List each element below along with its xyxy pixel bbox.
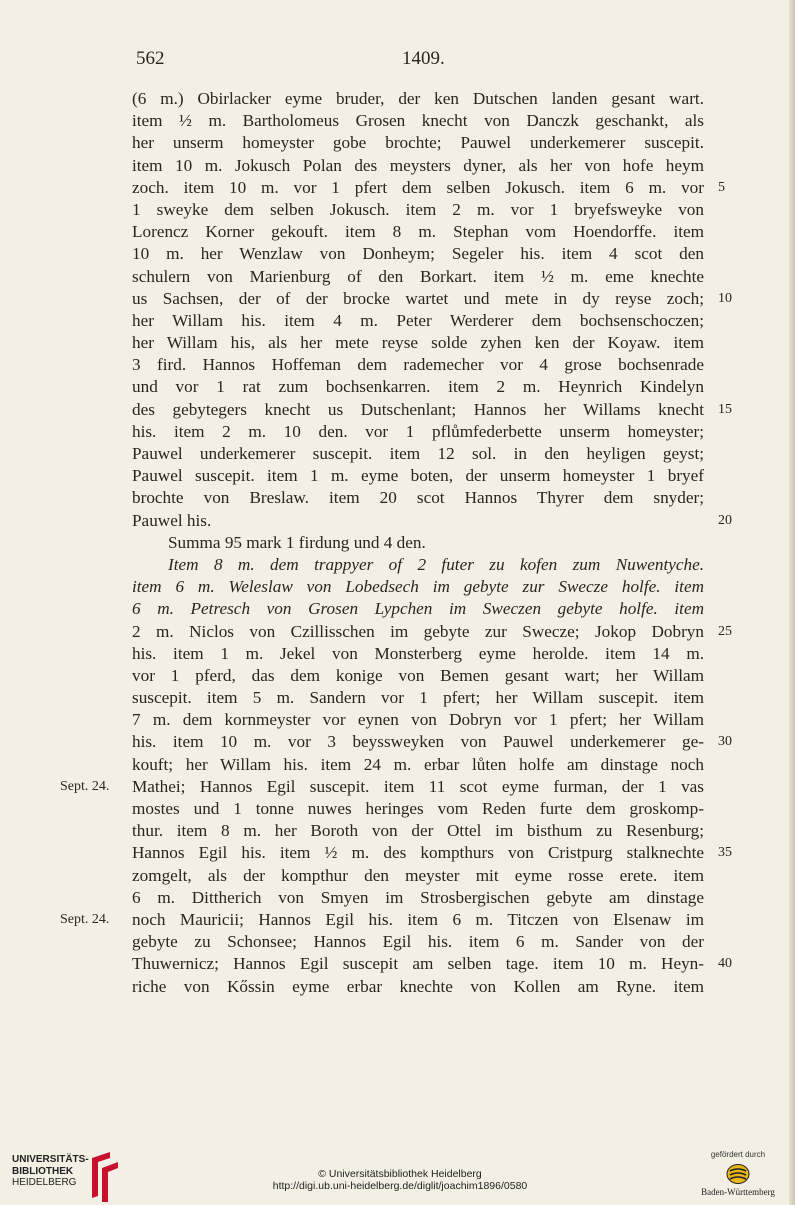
page-number: 562 bbox=[136, 48, 165, 69]
library-name-line: BIBLIOTHEK bbox=[12, 1165, 74, 1177]
copyright-text: © Universitätsbibliothek Heidelberg bbox=[318, 1168, 482, 1180]
summa-line: Summa 95 mark 1 firdung und 4 den. bbox=[168, 532, 426, 552]
text-line: (6 m.) Obirlacker eyme bruder, der ken Dutschen landen gesant wart. bbox=[132, 89, 704, 108]
text-line: Pauwel suscepit. item 1 m. eyme boten, der unserm homeyster 1 bryef bbox=[132, 466, 704, 486]
text-line: 6 m. Petresch von Grosen Lypchen im Sweczen gebyte holfe. item bbox=[132, 599, 704, 619]
line-number: 10 bbox=[718, 290, 732, 306]
text-line: suscepit. item 5 m. Sandern vor 1 pfert; her Willam suscepit. item bbox=[132, 688, 704, 708]
text-line: vor 1 pferd, das dem konige von Bemen gesant wart; her Willam bbox=[132, 665, 704, 685]
text-line bbox=[132, 399, 732, 421]
text-line: her unserm homeyster gobe brochte; Pauwel underkemerer suscepit. bbox=[132, 133, 704, 153]
footer bbox=[0, 1140, 795, 1205]
text-line: 6 m. Dittherich von Smyen im Strosbergischen gebyte am dinstage bbox=[132, 887, 704, 907]
text-line-content: Thuwernicz; Hannos Egil suscepit am selben tage. item 10 m. Heyn- bbox=[132, 954, 704, 974]
sponsor-block bbox=[698, 1150, 778, 1205]
text-line bbox=[60, 909, 704, 931]
line-number: 15 bbox=[718, 401, 732, 417]
library-name-line: UNIVERSITÄTS- bbox=[12, 1154, 89, 1165]
text-line-content: Mathei; Hannos Egil suscepit. item 11 scot eyme furman, der 1 vas bbox=[132, 776, 704, 796]
text-line: 10 m. her Wenzlaw von Donheym; Segeler his. item 4 scot den bbox=[132, 244, 704, 264]
library-name-line: HEIDELBERG bbox=[12, 1177, 77, 1188]
line-number: 20 bbox=[718, 512, 732, 528]
text-line bbox=[60, 776, 704, 798]
text-line: kouft; her Willam his. item 24 m. erbar lůten holfe am dinstage noch bbox=[132, 754, 704, 774]
page-header bbox=[0, 44, 795, 74]
text-line: riche von Kőssin eyme erbar knechte von Kollen am Ryne. item bbox=[132, 976, 704, 996]
library-logo[interactable] bbox=[12, 1152, 132, 1202]
text-line: Pauwel underkemerer suscepit. item 12 sol. in den heyligen geyst; bbox=[132, 444, 704, 463]
text-line: item 6 m. Weleslaw von Lobedsech im gebyte zur Swecze holfe. item bbox=[132, 577, 704, 597]
text-line: und vor 1 rat zum bochsenkarren. item 2 m. Heynrich Kindelyn bbox=[132, 377, 704, 397]
source-url[interactable]: http://digi.ub.uni-heidelberg.de/diglit/joachim1896/0580 bbox=[272, 1180, 528, 1192]
text-line: her Willam his. item 4 m. Peter Werderer dem bochsenschoczen; bbox=[132, 310, 704, 330]
text-line-content: Hannos Egil his. item ½ m. des kompthurs von Cristpurg stalknechte bbox=[132, 843, 704, 863]
text-line: brochte von Breslaw. item 20 scot Hannos Thyrer dem snyder; bbox=[132, 488, 704, 508]
text-line-content: noch Mauricii; Hannos Egil his. item 6 m. Titczen von Elsenaw im bbox=[132, 909, 704, 929]
line-number: 40 bbox=[718, 956, 732, 972]
text-line: thur. item 8 m. her Boroth von der Ottel im bisthum zu Resenburg; bbox=[132, 821, 704, 841]
text-line bbox=[132, 731, 732, 753]
line-number: 5 bbox=[718, 179, 725, 195]
sponsor-label: gefördert durch bbox=[710, 1150, 766, 1159]
ub-heidelberg-mark-icon bbox=[78, 1152, 122, 1202]
margin-date: Sept. 24. bbox=[60, 911, 110, 927]
text-line-content: des gebytegers knecht us Dutschenlant; Hannos her Willams knecht bbox=[132, 399, 704, 419]
text-line-content: Pauwel his. bbox=[132, 510, 212, 530]
text-line-content: 2 m. Niclos von Czillisschen im gebyte zur Swecze; Jokop Dobryn bbox=[132, 621, 704, 641]
text-line bbox=[132, 288, 732, 310]
text-line bbox=[132, 510, 732, 532]
text-line: his. item 2 m. 10 den. vor 1 pflůmfederbette unserm homeyster; bbox=[132, 421, 704, 441]
text-line: his. item 1 m. Jekel von Monsterberg eyme herolde. item 14 m. bbox=[132, 643, 704, 663]
text-line: gebyte zu Schonsee; Hannos Egil his. item 6 m. Sander von der bbox=[132, 932, 704, 952]
page-edge bbox=[789, 0, 795, 1205]
text-line: 1 sweyke dem selben Jokusch. item 2 m. vor 1 bryefsweyke von bbox=[132, 199, 704, 219]
text-line-content: his. item 10 m. vor 3 beyssweyken von Pauwel underkemerer ge- bbox=[132, 732, 704, 752]
line-number: 30 bbox=[718, 734, 732, 750]
line-number: 25 bbox=[718, 623, 732, 639]
text-line-content: zoch. item 10 m. vor 1 pfert dem selben Jokusch. item 6 m. vor bbox=[132, 177, 704, 197]
text-line: Item 8 m. dem trappyer of 2 futer zu kofen zum Nuwentyche. bbox=[168, 554, 704, 574]
text-line: Lorencz Korner gekouft. item 8 m. Stephan vom Hoendorffe. item bbox=[132, 222, 704, 242]
text-line: 7 m. dem kornmeyster vor eynen von Dobryn vor 1 pfert; her Willam bbox=[132, 710, 704, 730]
sponsor-name: Baden-Württemberg bbox=[701, 1187, 775, 1197]
text-line bbox=[132, 842, 732, 864]
text-line: item 10 m. Jokusch Polan des meysters dyner, als her von hofe heym bbox=[132, 155, 704, 175]
text-line: item ½ m. Bartholomeus Grosen knecht von Danczk geschankt, als bbox=[132, 111, 704, 131]
text-line: schulern von Marienburg of den Borkart. item ½ m. eme knechte bbox=[132, 266, 704, 286]
text-line bbox=[132, 953, 732, 975]
baden-wuerttemberg-crest-icon bbox=[725, 1163, 751, 1185]
margin-date: Sept. 24. bbox=[60, 778, 110, 794]
line-number: 35 bbox=[718, 845, 732, 861]
text-line bbox=[132, 621, 732, 643]
text-line-content: us Sachsen, der of der brocke wartet und mete in dy reyse zoch; bbox=[132, 288, 704, 308]
text-line: mostes und 1 tonne nuwes heringes vom Reden furte dem groskomp- bbox=[132, 799, 704, 818]
body-text bbox=[60, 88, 732, 998]
text-line: zomgelt, als der kompthur den meyster mit eyme rosse erete. item bbox=[132, 865, 704, 885]
text-line: her Willam his, als her mete reyse solde zyhen ken der Koyaw. item bbox=[132, 333, 704, 353]
copyright-notice bbox=[250, 1168, 550, 1192]
page-year: 1409. bbox=[402, 48, 445, 69]
text-line: 3 fird. Hannos Hoffeman dem rademecher vor 4 grose bochsenrade bbox=[132, 355, 704, 375]
text-line bbox=[132, 177, 725, 199]
